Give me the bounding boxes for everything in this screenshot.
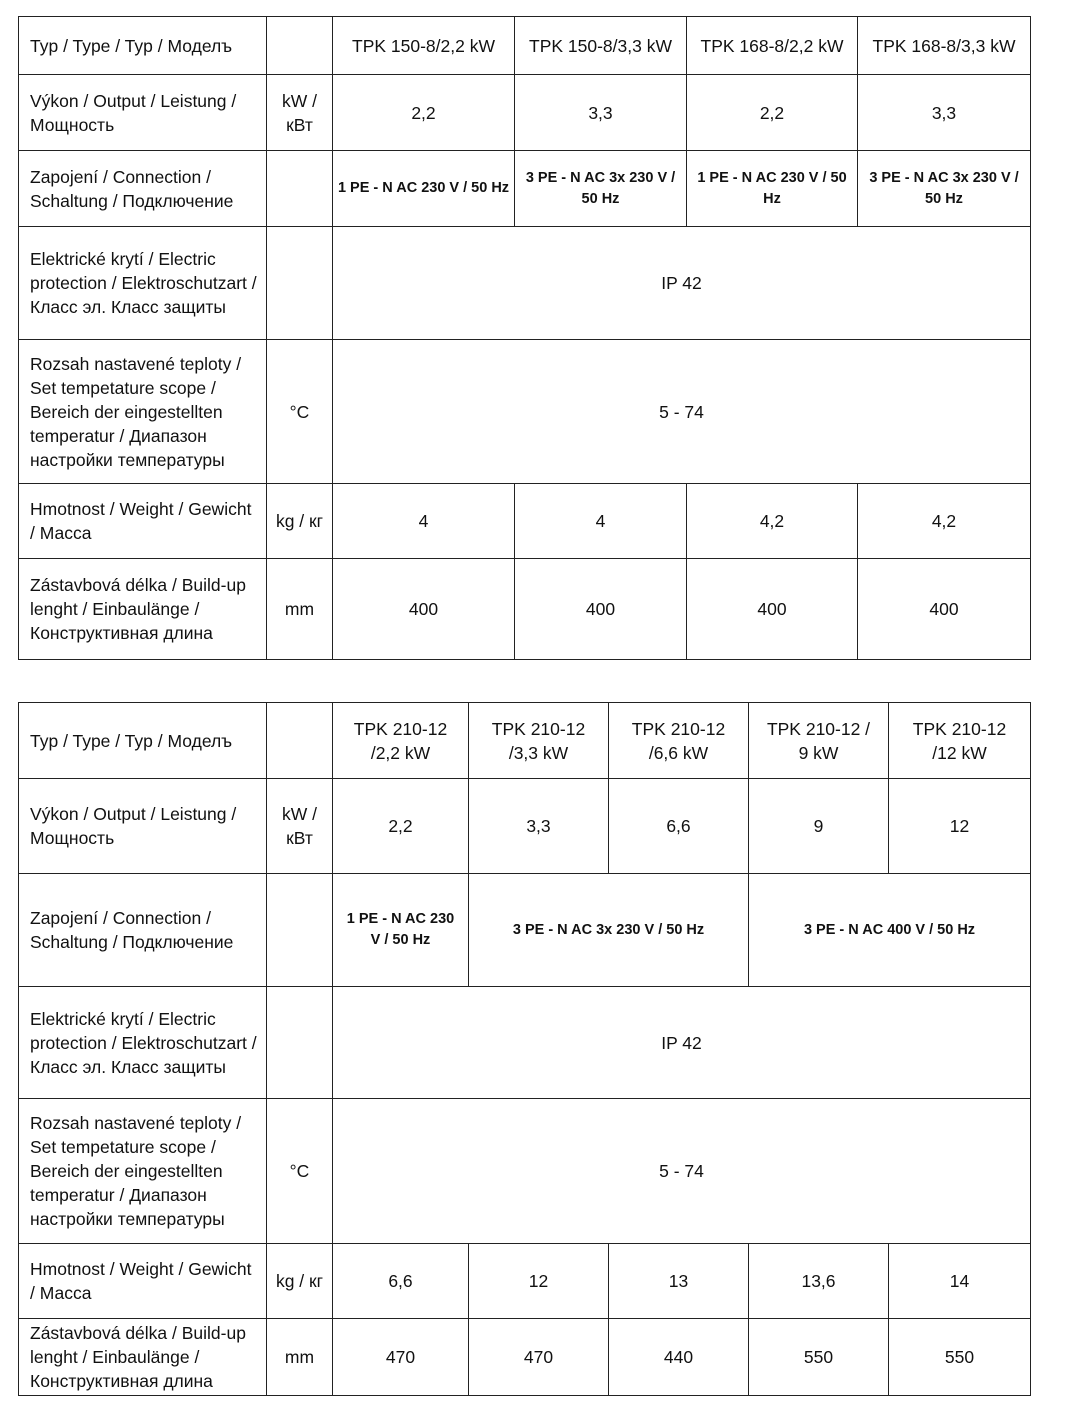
model-header: TPK 210-12 /2,2 kW <box>333 703 469 779</box>
row-length <box>19 1319 1031 1396</box>
length-value: 470 <box>333 1319 469 1396</box>
row-unit-protection <box>267 227 333 340</box>
row-unit-type <box>267 703 333 779</box>
length-value: 400 <box>858 559 1031 660</box>
output-value: 3,3 <box>515 75 687 151</box>
model-header: TPK 210-12 /6,6 kW <box>609 703 749 779</box>
row-weight <box>19 484 1031 559</box>
weight-value: 4 <box>333 484 515 559</box>
length-value: 550 <box>889 1319 1031 1396</box>
weight-value: 4,2 <box>858 484 1031 559</box>
weight-value: 4 <box>515 484 687 559</box>
row-label-connection: Zapojení / Connection / Schaltung / Подключение <box>19 151 267 227</box>
spec-table-tpk-210 <box>18 702 1031 1396</box>
weight-value: 6,6 <box>333 1244 469 1319</box>
row-unit-connection <box>267 151 333 227</box>
connection-value: 3 PE - N AC 3x 230 V / 50 Hz <box>515 151 687 227</box>
weight-value: 14 <box>889 1244 1031 1319</box>
row-temperature <box>19 340 1031 484</box>
model-header: TPK 150-8/2,2 kW <box>333 17 515 75</box>
model-header: TPK 210-12 /3,3 kW <box>469 703 609 779</box>
row-unit-weight: kg / кг <box>267 1244 333 1319</box>
model-header: TPK 210-12 / 9 kW <box>749 703 889 779</box>
row-label-weight: Hmotnost / Weight / Gewicht / Масса <box>19 484 267 559</box>
protection-value: IP 42 <box>333 987 1031 1099</box>
row-label-output: Výkon / Output / Leistung / Мощность <box>19 779 267 874</box>
row-protection <box>19 227 1031 340</box>
row-unit-temperature: °C <box>267 340 333 484</box>
row-label-output: Výkon / Output / Leistung / Мощность <box>19 75 267 151</box>
row-weight <box>19 1244 1031 1319</box>
row-unit-weight: kg / кг <box>267 484 333 559</box>
connection-value: 3 PE - N AC 3x 230 V / 50 Hz <box>858 151 1031 227</box>
row-unit-output: kW / кВт <box>267 75 333 151</box>
row-temperature <box>19 1099 1031 1244</box>
length-value: 470 <box>469 1319 609 1396</box>
output-value: 2,2 <box>333 779 469 874</box>
connection-value: 3 PE - N AC 3x 230 V / 50 Hz <box>469 874 749 987</box>
row-connection <box>19 874 1031 987</box>
row-label-weight: Hmotnost / Weight / Gewicht / Масса <box>19 1244 267 1319</box>
protection-value: IP 42 <box>333 227 1031 340</box>
row-label-connection: Zapojení / Connection / Schaltung / Подключение <box>19 874 267 987</box>
row-length <box>19 559 1031 660</box>
output-value: 3,3 <box>469 779 609 874</box>
weight-value: 4,2 <box>687 484 858 559</box>
length-value: 440 <box>609 1319 749 1396</box>
row-label-length: Zástavbová délka / Build-up lenght / Einbaulänge / Конструктивная длина <box>19 559 267 660</box>
model-header: TPK 150-8/3,3 kW <box>515 17 687 75</box>
length-value: 400 <box>687 559 858 660</box>
row-unit-output: kW / кВт <box>267 779 333 874</box>
row-output <box>19 75 1031 151</box>
row-unit-type <box>267 17 333 75</box>
output-value: 2,2 <box>333 75 515 151</box>
row-unit-length: mm <box>267 559 333 660</box>
weight-value: 13 <box>609 1244 749 1319</box>
row-label-protection: Elektrické krytí / Electric protection / Elektroschutzart / Класс эл. Класс защиты <box>19 987 267 1099</box>
model-header: TPK 168-8/2,2 kW <box>687 17 858 75</box>
row-label-protection: Elektrické krytí / Electric protection / Elektroschutzart / Класс эл. Класс защиты <box>19 227 267 340</box>
row-unit-temperature: °C <box>267 1099 333 1244</box>
connection-value: 3 PE - N AC 400 V / 50 Hz <box>749 874 1031 987</box>
model-header: TPK 168-8/3,3 kW <box>858 17 1031 75</box>
spec-table-tpk-150-168 <box>18 16 1031 660</box>
connection-value: 1 PE - N AC 230 V / 50 Hz <box>333 874 469 987</box>
weight-value: 12 <box>469 1244 609 1319</box>
output-value: 9 <box>749 779 889 874</box>
row-type <box>19 17 1031 75</box>
row-label-temperature: Rozsah nastavené teploty / Set tempetature scope / Bereich der eingestellten temperatur / Диапазон настройки температуры <box>19 340 267 484</box>
connection-value: 1 PE - N AC 230 V / 50 Hz <box>333 151 515 227</box>
row-output <box>19 779 1031 874</box>
row-connection <box>19 151 1031 227</box>
row-type <box>19 703 1031 779</box>
output-value: 12 <box>889 779 1031 874</box>
row-label-temperature: Rozsah nastavené teploty / Set tempetature scope / Bereich der eingestellten temperatur / Диапазон настройки температуры <box>19 1099 267 1244</box>
connection-value: 1 PE - N AC 230 V / 50 Hz <box>687 151 858 227</box>
row-label-type: Typ / Type / Typ / Моделъ <box>19 17 267 75</box>
output-value: 2,2 <box>687 75 858 151</box>
temperature-value: 5 - 74 <box>333 1099 1031 1244</box>
length-value: 550 <box>749 1319 889 1396</box>
output-value: 3,3 <box>858 75 1031 151</box>
row-unit-protection <box>267 987 333 1099</box>
row-unit-length: mm <box>267 1319 333 1396</box>
row-protection <box>19 987 1031 1099</box>
row-label-length: Zástavbová délka / Build-up lenght / Einbaulänge / Конструктивная длина <box>19 1319 267 1396</box>
length-value: 400 <box>515 559 687 660</box>
output-value: 6,6 <box>609 779 749 874</box>
model-header: TPK 210-12 /12 kW <box>889 703 1031 779</box>
row-unit-connection <box>267 874 333 987</box>
temperature-value: 5 - 74 <box>333 340 1031 484</box>
row-label-type: Typ / Type / Typ / Моделъ <box>19 703 267 779</box>
weight-value: 13,6 <box>749 1244 889 1319</box>
length-value: 400 <box>333 559 515 660</box>
